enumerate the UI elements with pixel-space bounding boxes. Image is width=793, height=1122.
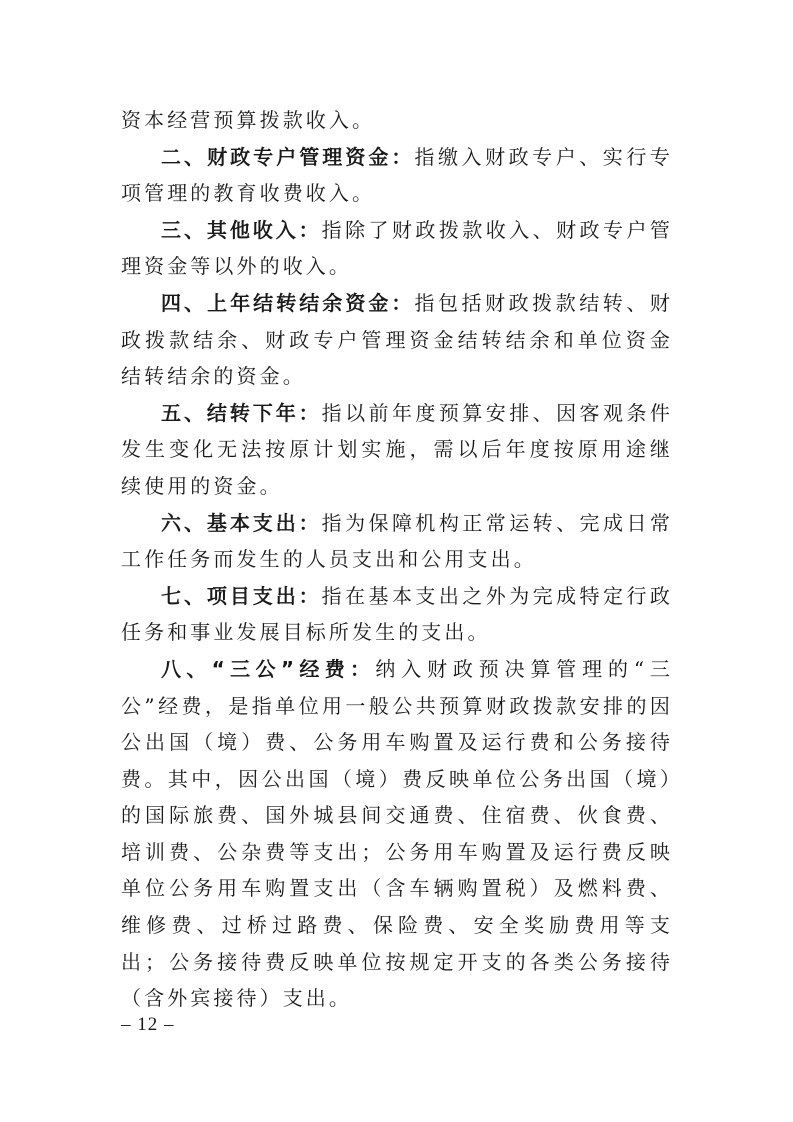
paragraph-5 xyxy=(121,395,673,505)
paragraph-2 xyxy=(121,139,673,212)
term-label: 七、项目支出： xyxy=(161,583,322,608)
paragraph-text: 指为保障机构正常运转、完成日常工作任务而发生的人员支出和公用支出。 xyxy=(121,510,674,572)
paragraph-1 xyxy=(121,102,673,139)
paragraph-text: 指以前年度预算安排、因客观条件发生变化无法按原计划实施，需以后年度按原用途继续使用的资金。 xyxy=(121,400,674,498)
paragraph-text: 指包括财政拨款结转、财政拨款结余、财政专户管理资金结转结余和单位资金结转结余的资金。 xyxy=(121,290,673,389)
term-label: 八、“三公”经费： xyxy=(161,656,376,681)
paragraph-text: 指除了财政拨款收入、财政专户管理资金等以外的收入。 xyxy=(121,217,674,279)
paragraph-4 xyxy=(121,285,673,395)
paragraph-text: 纳入财政预决算管理的“三公”经费，是指单位用一般公共预算财政拨款安排的因公出国（境）费、公务用车购置及运行费和公务接待费。其中，因公出国（境）费反映单位公务出国（境）的国际旅费、国外城县间交通费、住宿费、伙食费、培训费、公杂费等支出；公务用车购置及运行费反映单位公务用车购置支出（含车辆购置税）及燃料费、维修费、过桥过路费、保险费、安全奖励费用等支出；公务接待费反映单位按规定开支的各类公务接待（含外宾接待）支出。 xyxy=(121,656,673,1011)
paragraph-7 xyxy=(121,578,673,651)
paragraph-text: 指在基本支出之外为完成特定行政任务和事业发展目标所发生的支出。 xyxy=(121,583,674,645)
term-label: 二、财政专户管理资金： xyxy=(161,144,415,169)
term-label: 三、其他收入： xyxy=(161,217,322,242)
paragraph-8 xyxy=(121,651,673,1017)
paragraph-6 xyxy=(121,505,673,578)
term-label: 五、结转下年： xyxy=(161,400,322,425)
paragraph-text: 指缴入财政专户、实行专项管理的教育收费收入。 xyxy=(121,144,673,206)
page-number: – 12 – xyxy=(121,1014,175,1035)
document-body xyxy=(121,102,673,1017)
paragraph-3 xyxy=(121,212,673,285)
term-label: 四、上年结转结余资金： xyxy=(161,290,415,315)
term-label: 六、基本支出： xyxy=(161,510,322,535)
paragraph-text: 资本经营预算拨款收入。 xyxy=(121,108,376,132)
